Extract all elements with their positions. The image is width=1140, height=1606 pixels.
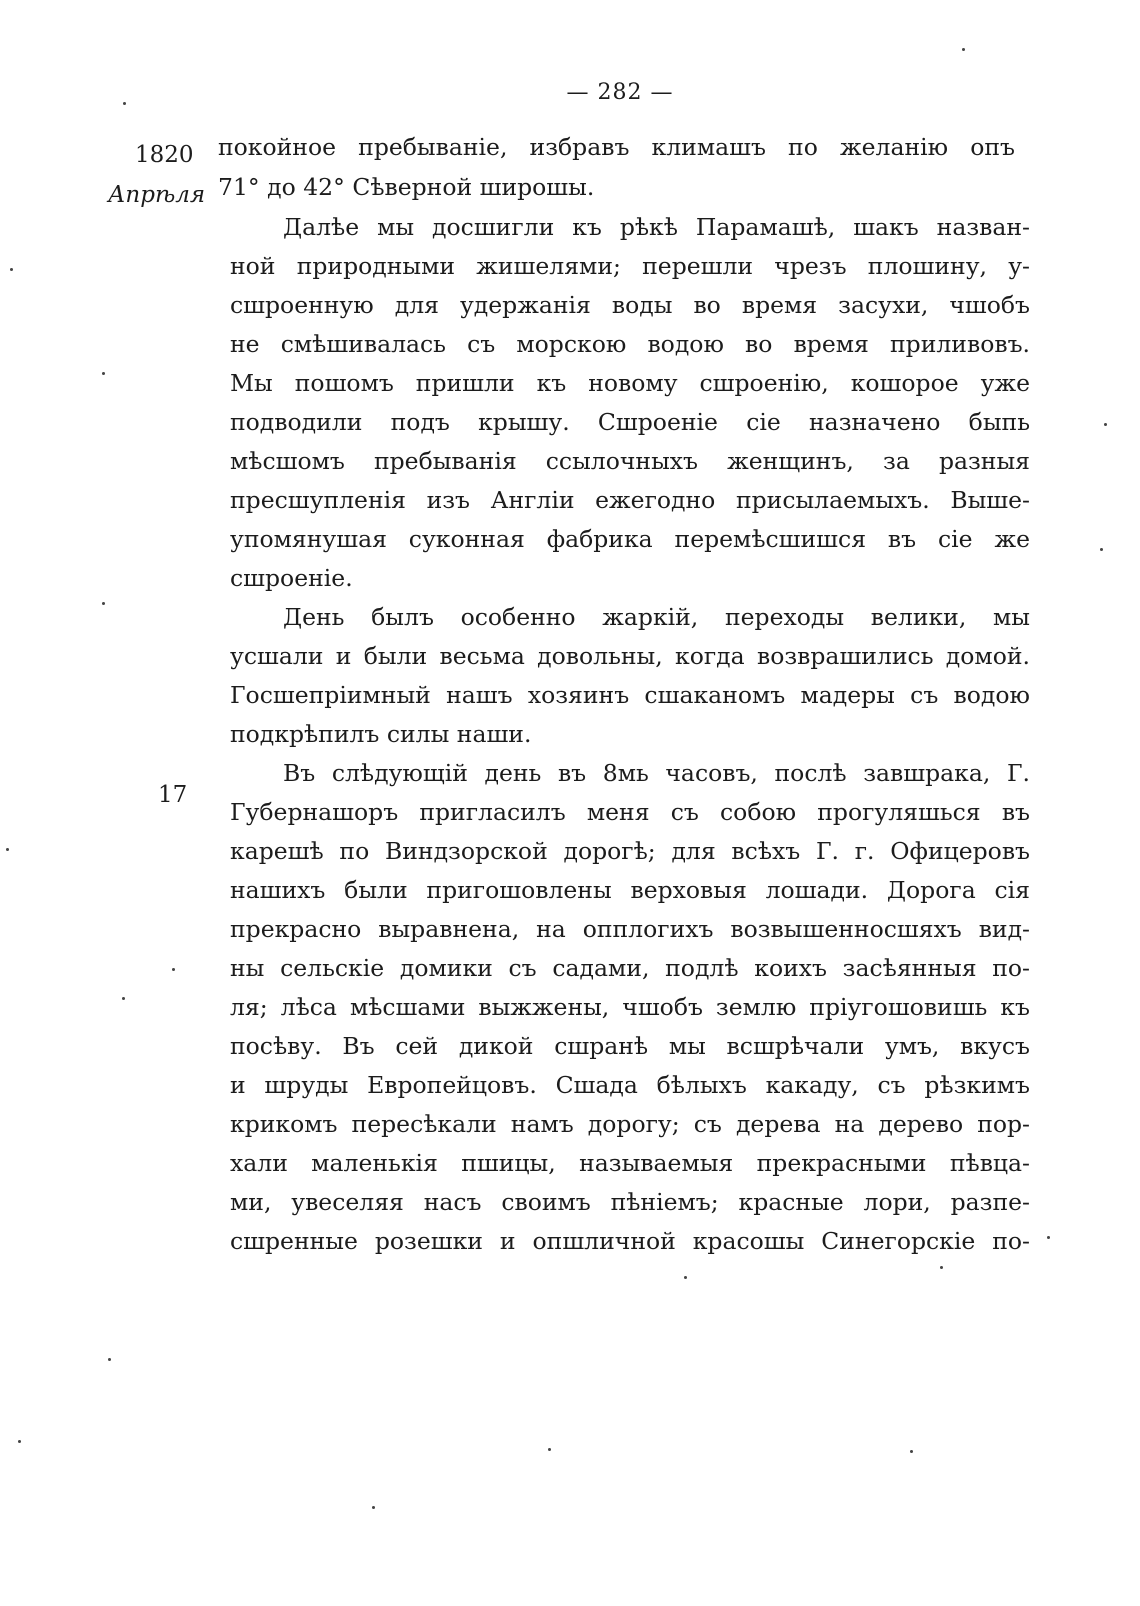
text-line: сшроеніе. bbox=[230, 564, 353, 592]
text-line: Госшепріимный нашъ хозяинъ сшаканомъ мадеры съ водою bbox=[230, 681, 1030, 709]
text-line: нашихъ были пригошовлены верховыя лошади. Дорога сія bbox=[230, 876, 1030, 904]
text-line: и шруды Европейцовъ. Сшада бѣлыхъ какаду, съ рѣзкимъ bbox=[230, 1071, 1030, 1099]
text-line: ной природными жишелями; перешли чрезъ плошину, у- bbox=[230, 252, 1030, 280]
page-number: — 282 — bbox=[566, 80, 674, 105]
text-line: крикомъ пересѣкали намъ дорогу; съ дерева на дерево пор- bbox=[230, 1110, 1030, 1138]
text-line: упомянушая суконная фабрика перемѣсшишся въ сіе же bbox=[230, 525, 1030, 553]
text-line: День былъ особенно жаркій, переходы велики, мы bbox=[283, 603, 1030, 631]
text-line: сшроенную для удержанія воды во время засухи, чшобъ bbox=[230, 291, 1030, 319]
text-line: ми, увеселяя насъ своимъ пѣніемъ; красные лори, разпе- bbox=[230, 1188, 1030, 1216]
scan-speck bbox=[962, 48, 965, 51]
scan-speck bbox=[1047, 1236, 1050, 1239]
text-line: 71° до 42° Сѣверной широшы. bbox=[218, 173, 595, 201]
scan-speck bbox=[102, 372, 105, 375]
margin-day: 17 bbox=[158, 782, 188, 808]
margin-month: Апрѣля bbox=[108, 182, 206, 208]
text-line: прекрасно выравнена, на опплогихъ возвышенносшяхъ вид- bbox=[230, 915, 1030, 943]
margin-year: 1820 bbox=[135, 142, 194, 168]
scan-speck bbox=[172, 968, 175, 971]
text-line: посѣву. Въ сей дикой сшранѣ мы всшрѣчали умъ, вкусъ bbox=[230, 1032, 1030, 1060]
scan-speck bbox=[18, 1440, 21, 1443]
text-line: не смѣшивалась съ морскою водою во время приливовъ. bbox=[230, 330, 1030, 358]
text-line: подкрѣпилъ силы наши. bbox=[230, 720, 532, 748]
text-line: карешѣ по Виндзорской дорогѣ; для всѣхъ Г. г. Офицеровъ bbox=[230, 837, 1030, 865]
scan-speck bbox=[6, 848, 9, 851]
scan-speck bbox=[684, 1276, 687, 1279]
text-line: Мы пошомъ пришли къ новому сшроенію, кошорое уже bbox=[230, 369, 1030, 397]
text-line: подводили подъ крышу. Сшроеніе сіе назначено быпь bbox=[230, 408, 1030, 436]
text-line: Далѣе мы досшигли къ рѣкѣ Парамашѣ, шакъ назван- bbox=[283, 213, 1030, 241]
text-line: Въ слѣдующій день въ 8мь часовъ, послѣ завшрака, Г. bbox=[283, 759, 1030, 787]
scan-speck bbox=[1104, 423, 1107, 426]
text-line: ны сельскіе домики съ садами, подлѣ коихъ засѣянныя по- bbox=[230, 954, 1030, 982]
scan-speck bbox=[548, 1448, 551, 1451]
text-line: Губернашоръ пригласилъ меня съ собою прогуляшься въ bbox=[230, 798, 1030, 826]
text-line: хали маленькія пшицы, называемыя прекрасными пѣвца- bbox=[230, 1149, 1030, 1177]
scan-speck bbox=[108, 1358, 111, 1361]
text-line: покойное пребываніе, избравъ климашъ по желанію опъ bbox=[218, 133, 1015, 161]
text-line: мѣсшомъ пребыванія ссылочныхъ женщинъ, за разныя bbox=[230, 447, 1030, 475]
scan-speck bbox=[1100, 548, 1103, 551]
scan-speck bbox=[940, 1266, 943, 1269]
text-line: ля; лѣса мѣсшами выжжены, чшобъ землю пріугошовишь къ bbox=[230, 993, 1030, 1021]
text-line: сшренные розешки и опшличной красошы Синегорскіе по- bbox=[230, 1227, 1030, 1255]
text-line: усшали и были весьма довольны, когда возврашились домой. bbox=[230, 642, 1030, 670]
scan-speck bbox=[910, 1450, 913, 1453]
scan-speck bbox=[123, 102, 126, 105]
scan-speck bbox=[372, 1506, 375, 1509]
text-line: пресшупленія изъ Англіи ежегодно присылаемыхъ. Выше- bbox=[230, 486, 1030, 514]
scan-speck bbox=[102, 602, 105, 605]
scan-speck bbox=[10, 268, 13, 271]
scan-speck bbox=[122, 997, 125, 1000]
